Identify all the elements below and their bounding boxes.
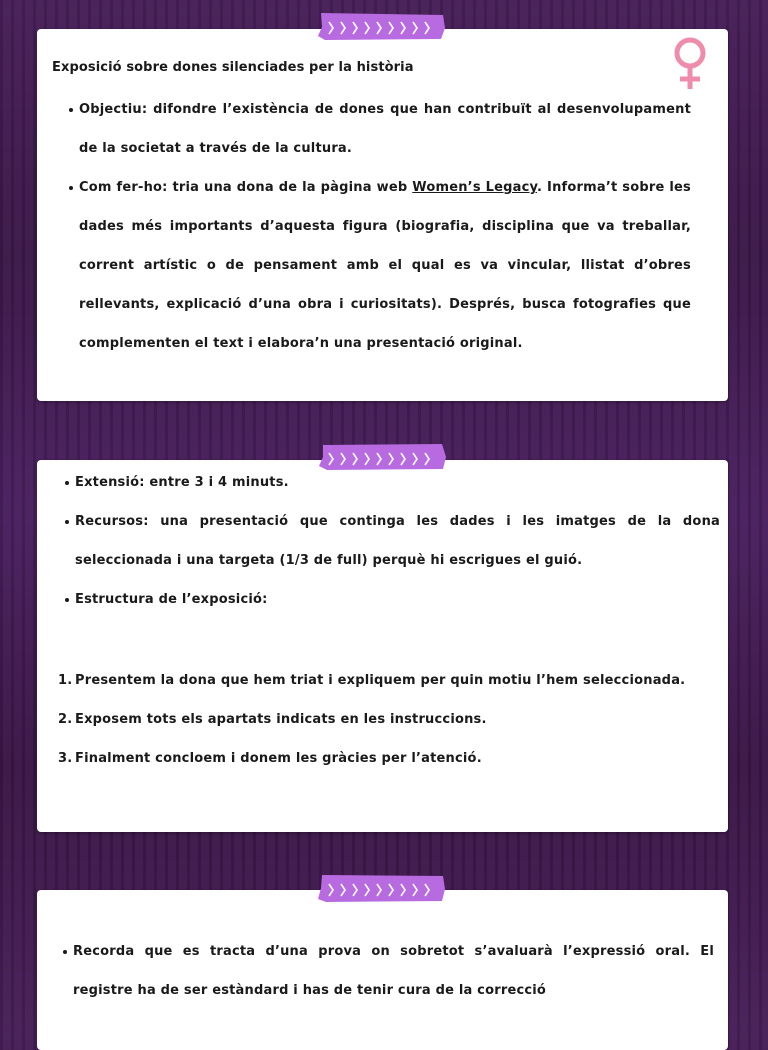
decorative-tape-2: [317, 441, 447, 473]
womens-legacy-link[interactable]: Women’s Legacy: [412, 180, 538, 195]
list-item-extension: Extensió: entre 3 i 4 minuts.: [63, 463, 720, 502]
step-text: Presentem la dona que hem triat i expliquem per quin motiu l’hem seleccionada.: [75, 673, 686, 688]
requirements-list: [63, 463, 720, 619]
list-item-how-to: [67, 168, 691, 363]
venus-symbol-icon: [668, 35, 712, 91]
step-number: 3.: [58, 751, 73, 766]
decorative-tape-1: [317, 10, 447, 42]
requirements-card: [37, 460, 728, 832]
list-item-resources: Recursos: una presentació que continga les dades i les imatges de la dona seleccionada i una targeta (1/3 de full) perquè hi escrigues el guió.: [63, 502, 720, 580]
page-title: Exposició sobre dones silenciades per la història: [52, 60, 414, 75]
step-number: 2.: [58, 712, 73, 727]
instructions-list: [67, 90, 691, 363]
list-item-reminder: Recorda que es tracta d’una prova on sobretot s’avaluarà l’expressió oral. El registre ha de ser estàndard i has de tenir cura de la correcció: [61, 932, 714, 1010]
list-item-structure: Estructura de l’exposició:: [63, 580, 720, 619]
reminder-list: [61, 932, 714, 1010]
step-item: [58, 700, 720, 739]
step-text: Finalment concloem i donem les gràcies per l’atenció.: [75, 751, 482, 766]
reminder-card: [37, 890, 728, 1050]
instructions-card: [37, 29, 728, 401]
step-item: [58, 661, 720, 700]
list-item-objective: Objectiu: difondre l’existència de dones que han contribuït al desenvolupament de la societat a través de la cultura.: [67, 90, 691, 168]
how-to-text-start: Com fer-ho: tria una dona de la pàgina web: [79, 180, 413, 195]
decorative-tape-3: [317, 872, 447, 904]
step-item: [58, 739, 720, 778]
step-number: 1.: [58, 673, 73, 688]
step-text: Exposem tots els apartats indicats en les instruccions.: [75, 712, 487, 727]
how-to-text-end: . Informa’t sobre les dades més importants d’aquesta figura (biografia, disciplina que va treballar, corrent artístic o de pensament amb el qual es va vincular, llistat d’obres rellevants, explicació d’una obra i curiositats). Després, busca fotografies que complementen el text i elabora’n una presentació original.: [79, 180, 692, 351]
structure-steps-list: [58, 661, 720, 778]
